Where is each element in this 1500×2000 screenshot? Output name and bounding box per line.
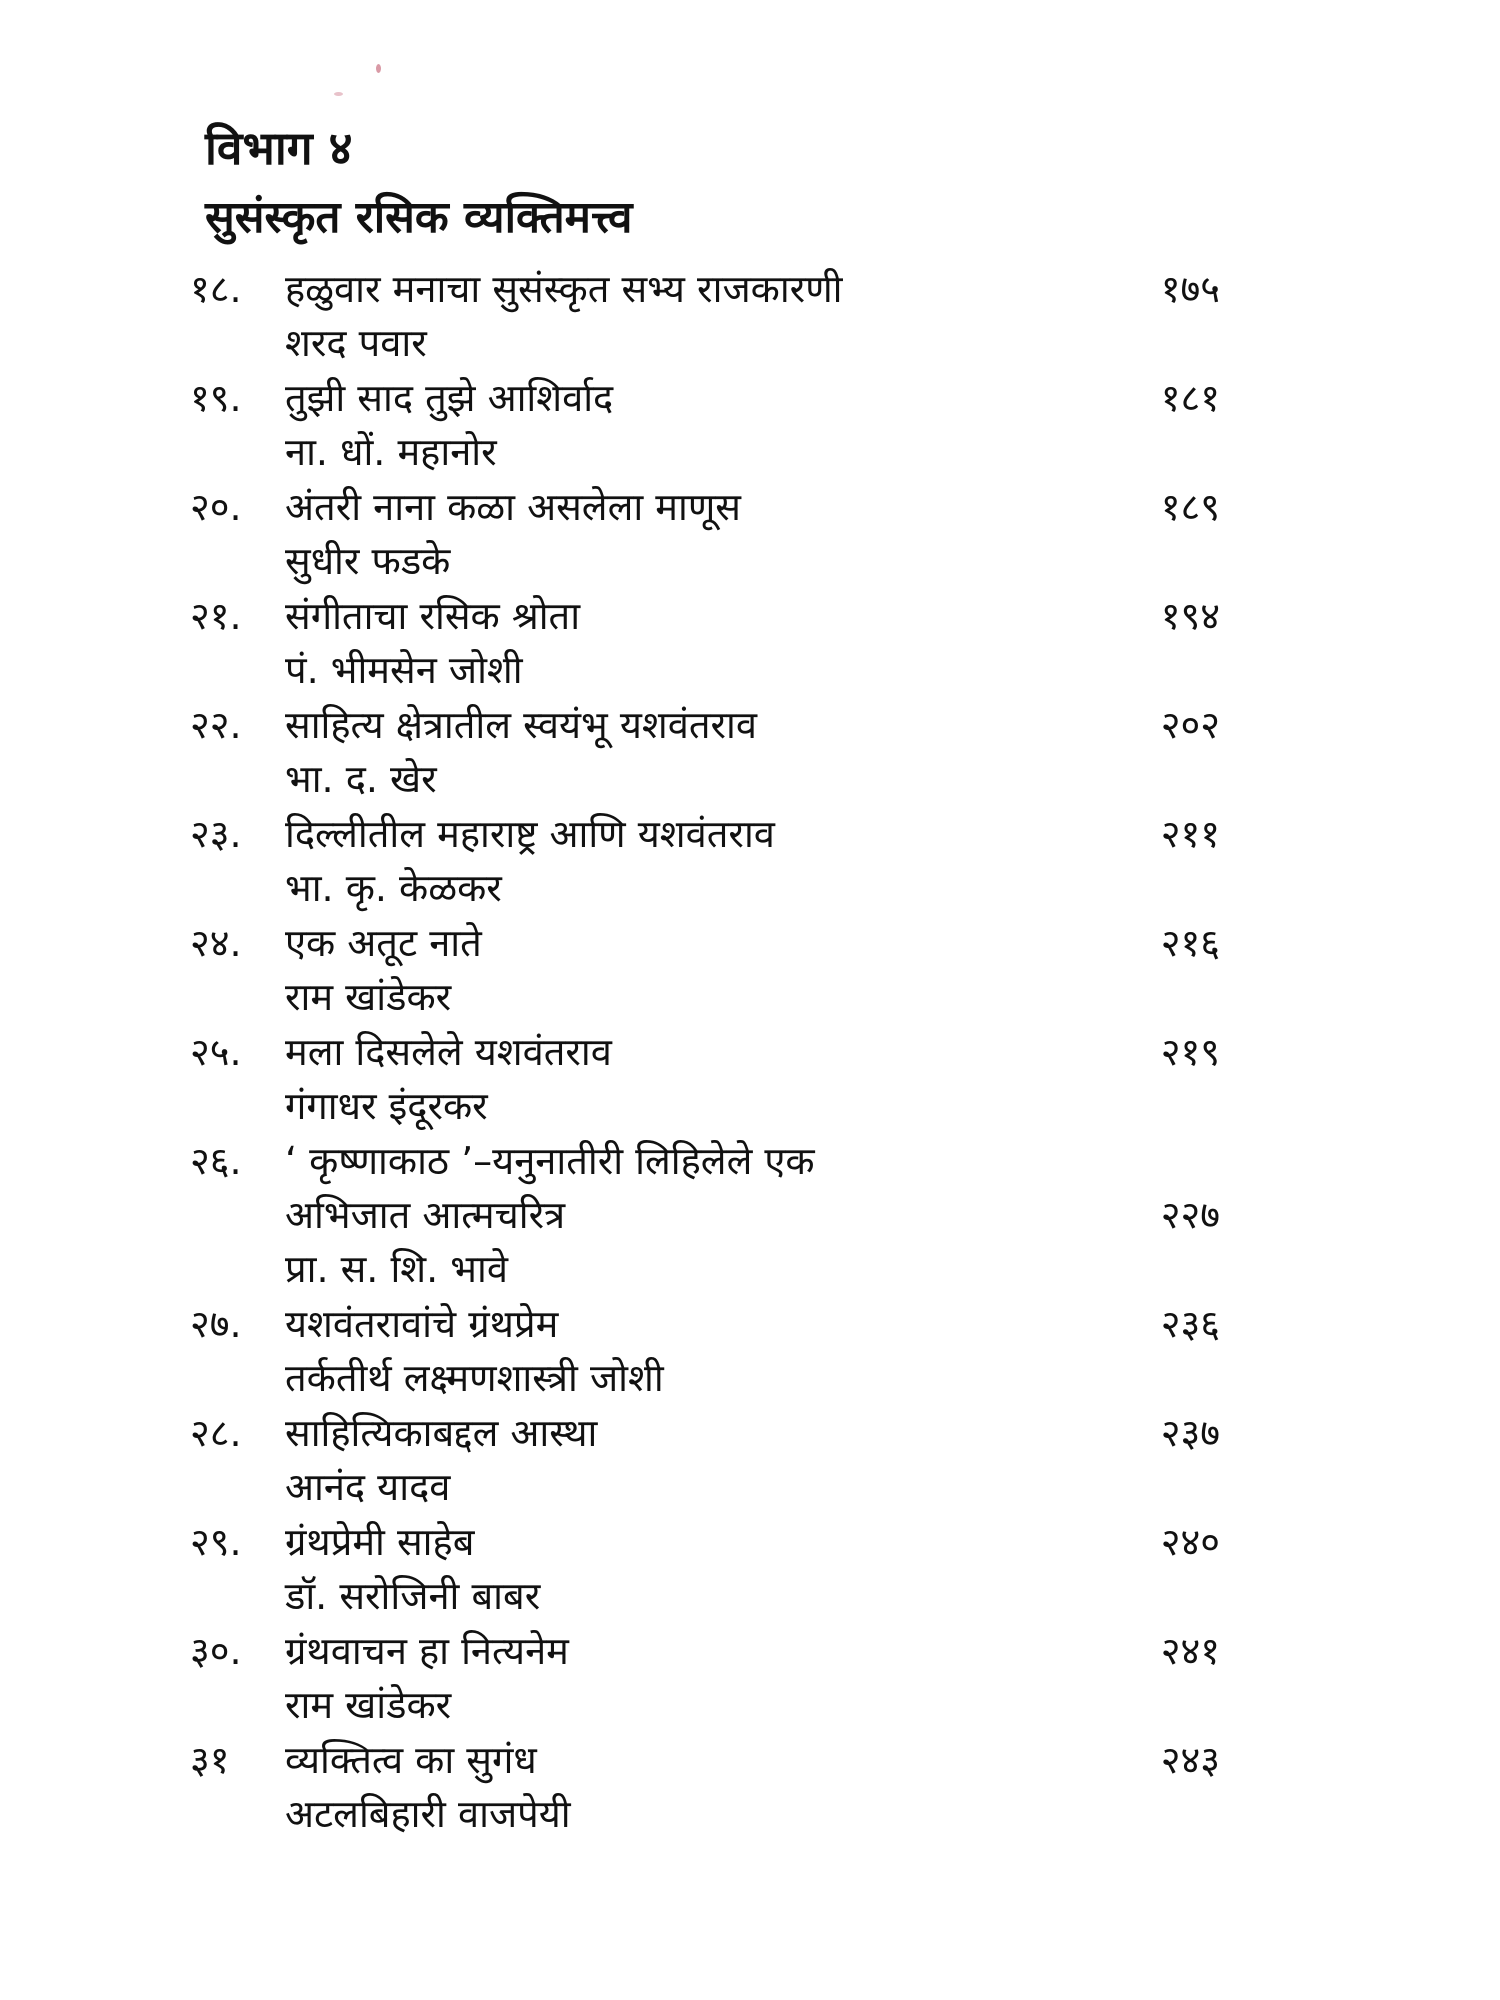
toc-entry-30[interactable] bbox=[190, 1624, 1240, 1733]
entry-title: हळुवार मनाचा सुसंस्कृत सभ्य राजकारणी bbox=[285, 267, 843, 311]
toc-entry-28[interactable] bbox=[190, 1406, 1240, 1515]
toc-list bbox=[190, 262, 1240, 1842]
entry-number: २०. bbox=[190, 485, 242, 529]
entry-page: २४३ bbox=[1160, 1738, 1220, 1782]
entry-number: २५. bbox=[190, 1030, 242, 1074]
entry-author: डॉ. सरोजिनी बाबर bbox=[285, 1574, 541, 1618]
entry-title: एक अतूट नाते bbox=[285, 921, 482, 965]
section-title: सुसंस्कृत रसिक व्यक्तिमत्त्व bbox=[205, 192, 633, 243]
toc-entry-26[interactable] bbox=[190, 1134, 1240, 1297]
entry-title: यशवंतरावांचे ग्रंथप्रेम bbox=[285, 1302, 559, 1346]
entry-number: २८. bbox=[190, 1411, 242, 1455]
entry-author: राम खांडेकर bbox=[285, 975, 452, 1019]
entry-number: १९. bbox=[190, 376, 242, 420]
toc-entry-27[interactable] bbox=[190, 1297, 1240, 1406]
entry-title: अंतरी नाना कळा असलेला माणूस bbox=[285, 485, 741, 529]
entry-title-continued: अभिजात आत्मचरित्र bbox=[285, 1193, 566, 1237]
entry-page: २३६ bbox=[1160, 1302, 1220, 1346]
entry-author: राम खांडेकर bbox=[285, 1683, 452, 1727]
entry-page: २११ bbox=[1160, 812, 1220, 856]
entry-title: तुझी साद तुझे आशिर्वाद bbox=[285, 376, 614, 420]
entry-page: १७५ bbox=[1160, 267, 1220, 311]
paper-speck bbox=[334, 92, 343, 96]
toc-entry-20[interactable] bbox=[190, 480, 1240, 589]
entry-author: तर्कतीर्थ लक्ष्मणशास्त्री जोशी bbox=[285, 1356, 664, 1400]
entry-author: भा. कृ. केळकर bbox=[285, 866, 502, 910]
entry-author: गंगाधर इंदूरकर bbox=[285, 1084, 488, 1128]
entry-author: भा. द. खेर bbox=[285, 757, 437, 801]
entry-page: १८९ bbox=[1160, 485, 1220, 529]
entry-number: १८. bbox=[190, 267, 242, 311]
toc-entry-31[interactable] bbox=[190, 1733, 1240, 1842]
entry-number: २१. bbox=[190, 594, 242, 638]
entry-page: २०२ bbox=[1160, 703, 1220, 747]
entry-author: अटलबिहारी वाजपेयी bbox=[285, 1792, 571, 1836]
entry-page: २३७ bbox=[1160, 1411, 1220, 1455]
entry-number: २७. bbox=[190, 1302, 242, 1346]
entry-number: ३१ bbox=[190, 1738, 230, 1782]
entry-author: आनंद यादव bbox=[285, 1465, 451, 1509]
toc-entry-23[interactable] bbox=[190, 807, 1240, 916]
toc-entry-25[interactable] bbox=[190, 1025, 1240, 1134]
entry-title: दिल्लीतील महाराष्ट्र आणि यशवंतराव bbox=[285, 812, 775, 856]
entry-number: २३. bbox=[190, 812, 242, 856]
toc-entry-19[interactable] bbox=[190, 371, 1240, 480]
entry-number: ३०. bbox=[190, 1629, 242, 1673]
entry-page: २४१ bbox=[1160, 1629, 1220, 1673]
entry-page: २१९ bbox=[1160, 1030, 1220, 1074]
toc-entry-21[interactable] bbox=[190, 589, 1240, 698]
entry-title: व्यक्तित्व का सुगंध bbox=[285, 1738, 537, 1782]
entry-title: मला दिसलेले यशवंतराव bbox=[285, 1030, 612, 1074]
entry-title: साहित्य क्षेत्रातील स्वयंभू यशवंतराव bbox=[285, 703, 758, 747]
entry-title: संगीताचा रसिक श्रोता bbox=[285, 594, 581, 638]
entry-number: २४. bbox=[190, 921, 242, 965]
entry-page: १८१ bbox=[1160, 376, 1220, 420]
entry-author: सुधीर फडके bbox=[285, 539, 451, 583]
entry-author: प्रा. स. शि. भावे bbox=[285, 1247, 508, 1291]
entry-title: ग्रंथवाचन हा नित्यनेम bbox=[285, 1629, 569, 1673]
entry-author: पं. भीमसेन जोशी bbox=[285, 648, 523, 692]
toc-entry-22[interactable] bbox=[190, 698, 1240, 807]
entry-title: ग्रंथप्रेमी साहेब bbox=[285, 1520, 475, 1564]
entry-page: १९४ bbox=[1160, 594, 1220, 638]
entry-author: शरद पवार bbox=[285, 321, 427, 365]
toc-entry-18[interactable] bbox=[190, 262, 1240, 371]
entry-number: २६. bbox=[190, 1139, 242, 1183]
entry-number: २२. bbox=[190, 703, 242, 747]
entry-page: २२७ bbox=[1160, 1193, 1220, 1237]
entry-title: ‘ कृष्णाकाठ ’–यनुनातीरी लिहिलेले एक bbox=[285, 1139, 815, 1183]
entry-page: २१६ bbox=[1160, 921, 1220, 965]
entry-number: २९. bbox=[190, 1520, 242, 1564]
toc-entry-24[interactable] bbox=[190, 916, 1240, 1025]
paper-speck bbox=[376, 64, 381, 73]
section-label: विभाग ४ bbox=[205, 121, 353, 175]
entry-author: ना. धों. महानोर bbox=[285, 430, 497, 474]
entry-title: साहित्यिकाबद्दल आस्था bbox=[285, 1411, 598, 1455]
toc-entry-29[interactable] bbox=[190, 1515, 1240, 1624]
entry-page: २४० bbox=[1160, 1520, 1220, 1564]
